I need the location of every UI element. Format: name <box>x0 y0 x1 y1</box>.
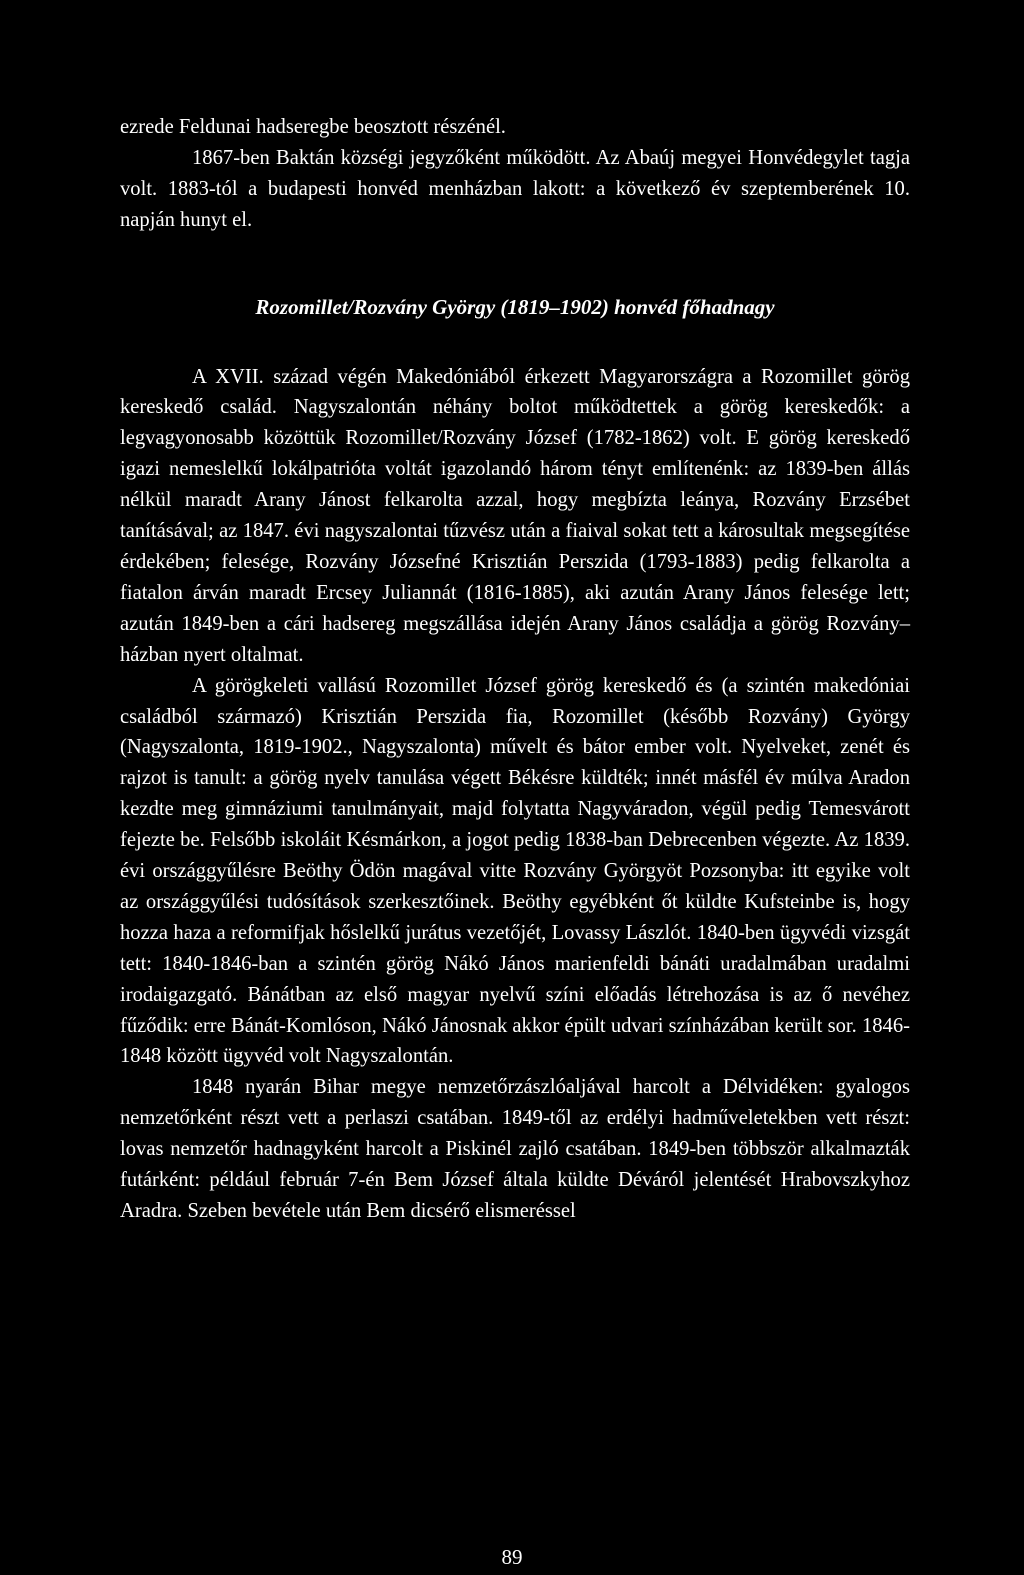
page-body <box>120 112 910 1227</box>
paragraph: A XVII. század végén Makedóniából érkezett Magyarországra a Rozomillet görög kereskedő család. Nagyszalontán néhány boltot működtettek a görög kereskedők: a legvagyonosabb közöttük Rozomillet/Rozvány József (1782-1862) volt. E görög kereskedő igazi nemeslelkű lokálpatrióta voltát igazolandó három tényt említenénk: az 1839-ben állás nélkül maradt Arany Jánost felkarolta azzal, hogy megbízta leánya, Rozvány Erzsébet tanításával; az 1847. évi nagyszalontai tűzvész után a fiaival sokat tett a károsultak megsegítése érdekében; felesége, Rozvány Józsefné Krisztián Perszida (1793-1883) pedig felkarolta a fiatalon árván maradt Ercsey Juliannát (1816-1885), aki azután Arany János felesége lett; azután 1849-ben a cári hadsereg megszállása idején Arany János családja a görög Rozvány–házban nyert oltalmat. <box>120 365 910 666</box>
paragraph: 1867-ben Baktán községi jegyzőként működött. Az Abaúj megyei Honvédegylet tagja volt. 1883-tól a budapesti honvéd menházban lakott: a következő év szeptemberének 10. napján hunyt el. <box>120 146 910 231</box>
page-number: 89 <box>501 1545 523 1569</box>
paragraph: 1848 nyarán Bihar megye nemzetőrzászlóaljával harcolt a Délvidéken: gyalogos nemzetőrként részt vett a perlaszi csatában. 1849-től az erdélyi hadműveletekben vett részt: lovas nemzetőr hadnagyként harcolt a Piskinél zajló csatában. 1849-ben többször alkalmazták futárként: például február 7-én Bem József általa küldte Déváról jelentését Hrabovszkyhoz Aradra. Szeben bevétele után Bem dicsérő elismeréssel <box>120 1076 910 1222</box>
spacer <box>120 323 910 362</box>
paragraph-continued: ezrede Feldunai hadseregbe beosztott részénél. <box>120 116 506 138</box>
spacer <box>120 236 910 292</box>
paragraph: A görögkeleti vallású Rozomillet József görög kereskedő és (a szintén makedóniai családból származó) Krisztián Perszida fia, Rozomillet (később Rozvány) György (Nagyszalonta, 1819-1902., Nagyszalonta) művelt és bátor ember volt. Nyelveket, zenét és rajzot is tanult: a görög nyelv tanulása végett Békésre küldték; innét másfél év múlva Aradon kezdte meg gimnáziumi tanulmányait, majd folytatta Nagyváradon, végül pedig Temesvárott fejezte be. Felsőbb iskoláit Késmárkon, a jogot pedig 1838-ban Debrecenben végezte. Az 1839. évi országgyűlésre Beöthy Ödön magával vitte Rozvány Györgyöt Pozsonyba: itt egyike volt az országgyűlési tudósítások szerkesztőinek. Beöthy egyébként őt küldte Kufsteinbe is, hogy hozza haza a reformifjak hőslelkű jurátus vezetőjét, Lovassy Lászlót. 1840-ben ügyvédi vizsgát tett: 1840-1846-ban a szintén görög Nákó János marienfeldi bánáti uradalmában uradalmi irodaigazgató. Bánátban az első magyar nyelvű színi előadás létrehozása is az ő nevéhez fűződik: erre Bánát-Komlóson, Nákó Jánosnak akkor épült udvari színházában került sor. 1846-1848 között ügyvéd volt Nagyszalontán. <box>120 674 910 1068</box>
section-heading: Rozomillet/Rozvány György (1819–1902) honvéd főhadnagy <box>255 294 775 319</box>
